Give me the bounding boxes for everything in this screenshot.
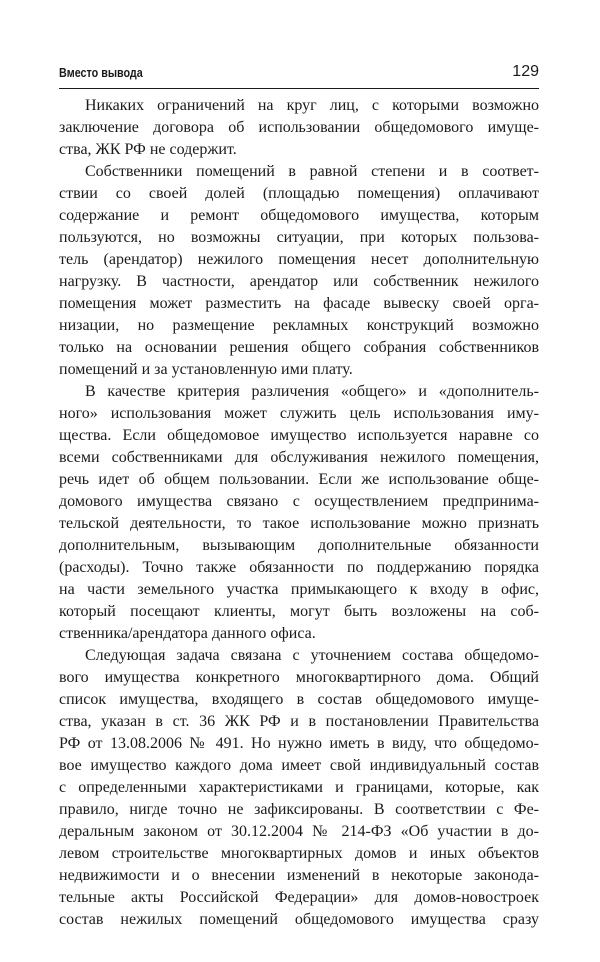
text-line: на части земельного участка примыкающего к входу в офис,	[59, 581, 539, 598]
text-line: низации, но размещение рекламных конструкций возможно	[59, 317, 539, 334]
paragraph	[59, 95, 539, 161]
text-line: список имущества, входящего в состав общедомового имуще-	[59, 691, 539, 708]
paragraph	[59, 645, 539, 931]
text-line: только на основании решения общего собрания собственников	[59, 339, 539, 356]
body-text	[59, 95, 539, 931]
text-line: вое имущество каждого дома имеет свой индивидуальный состав	[59, 757, 539, 774]
text-line: помещений и за установленную ими плату.	[59, 361, 353, 378]
text-line: тельные акты Российской Федерации» для домов-новостроек	[59, 889, 539, 906]
text-line: недвижимости и о внесении изменений в некоторые законода-	[59, 867, 539, 884]
text-line: содержание и ремонт общедомового имущества, которым	[59, 207, 539, 224]
text-line: РФ от 13.08.2006 № 491. Но нужно иметь в виду, что общедомо-	[59, 735, 539, 752]
text-line: состав нежилых помещений общедомового имущества сразу	[59, 911, 539, 928]
text-line: помещения может разместить на фасаде вывеску своей орга-	[59, 295, 539, 312]
book-page	[59, 62, 539, 931]
text-line: ства, указан в ст. 36 ЖК РФ и в постановлении Правительства	[59, 713, 539, 730]
text-line: всеми собственниками для обслуживания нежилого помещения,	[59, 449, 539, 466]
text-line: заключение договора об использовании общедомового имуще-	[59, 119, 539, 136]
text-line: ства, ЖК РФ не содержит.	[59, 141, 237, 158]
text-line: щества. Если общедомовое имущество используется наравне со	[59, 427, 539, 444]
text-line: ствии со своей долей (площадью помещения) оплачивают	[59, 185, 539, 202]
text-line: деральным законом от 30.12.2004 № 214-ФЗ «Об участии в до-	[59, 823, 539, 840]
text-line: дополнительным, вызывающим дополнительные обязанности	[59, 537, 539, 554]
text-line: В качестве критерия различения «общего» и «дополнитель-	[85, 383, 539, 400]
running-header	[59, 62, 539, 89]
text-line: тельской деятельности, то такое использование можно признать	[59, 515, 539, 532]
page-number: 129	[512, 63, 539, 80]
text-line: ного» использования может служить цель использования иму-	[59, 405, 539, 422]
text-line: ственника/арендатора данного офиса.	[59, 625, 316, 642]
paragraph	[59, 161, 539, 381]
text-line: вого имущества конкретного многоквартирного дома. Общий	[59, 669, 539, 686]
text-line: Собственники помещений в равной степени и в соответ-	[85, 163, 539, 180]
text-line: который посещают клиенты, могут быть возложены на соб-	[59, 603, 539, 620]
text-line: Следующая задача связана с уточнением состава общедомо-	[85, 647, 539, 664]
paragraph	[59, 381, 539, 645]
text-line: с определенными характеристиками и границами, которые, как	[59, 779, 539, 796]
text-line: правило, нигде точно не зафиксированы. В соответствии с Фе-	[59, 801, 539, 818]
section-title: Вместо вывода	[59, 66, 143, 80]
text-line: левом строительстве многоквартирных домов и иных объектов	[59, 845, 539, 862]
text-line: тель (арендатор) нежилого помещения несет дополнительную	[59, 251, 539, 268]
text-line: пользуются, но возможны ситуации, при которых пользова-	[59, 229, 539, 246]
text-line: нагрузку. В частности, арендатор или собственник нежилого	[59, 273, 539, 290]
text-line: речь идет об общем пользовании. Если же использование обще-	[59, 471, 539, 488]
text-line: (расходы). Точно также обязанности по поддержанию порядка	[59, 559, 539, 576]
text-line: Никаких ограничений на круг лиц, с которыми возможно	[85, 97, 539, 114]
text-line: домового имущества связано с осуществлением предпринима-	[59, 493, 539, 510]
